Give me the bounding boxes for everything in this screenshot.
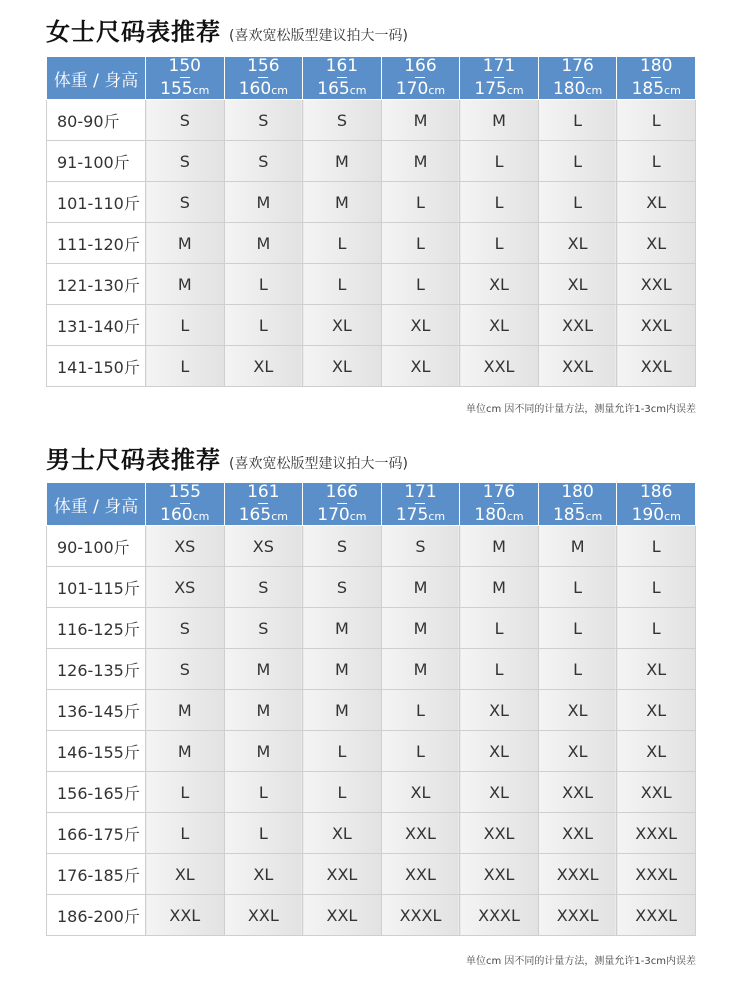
weight-range: 166-175斤 bbox=[47, 813, 146, 854]
height-unit: cm bbox=[585, 84, 603, 97]
size-cell: M bbox=[381, 100, 460, 141]
weight-range: 91-100斤 bbox=[47, 141, 146, 182]
height-max-value: 160 bbox=[238, 79, 272, 99]
size-cell: M bbox=[146, 264, 225, 305]
height-max bbox=[553, 504, 602, 524]
size-cell: M bbox=[460, 567, 539, 608]
height-min: 180 bbox=[561, 482, 594, 502]
height-max-value: 175 bbox=[395, 505, 429, 525]
height-unit: cm bbox=[349, 84, 367, 97]
height-max bbox=[632, 78, 681, 98]
height-max-value: 165 bbox=[238, 505, 272, 525]
size-cell: XXXL bbox=[538, 854, 617, 895]
size-cell: XXL bbox=[617, 346, 696, 387]
height-range bbox=[382, 58, 460, 98]
size-cell: L bbox=[538, 100, 617, 141]
height-range-header bbox=[617, 483, 696, 526]
table-row bbox=[47, 264, 696, 305]
height-range bbox=[460, 58, 538, 98]
size-cell: L bbox=[381, 690, 460, 731]
size-cell: L bbox=[460, 182, 539, 223]
size-cell: XXXL bbox=[617, 854, 696, 895]
size-cell: L bbox=[303, 223, 382, 264]
size-cell: XXL bbox=[538, 346, 617, 387]
size-cell: S bbox=[381, 526, 460, 567]
height-unit: cm bbox=[349, 510, 367, 523]
height-max-value: 190 bbox=[631, 505, 665, 525]
height-min: 150 bbox=[168, 56, 201, 76]
height-max bbox=[474, 504, 523, 524]
weight-range: 90-100斤 bbox=[47, 526, 146, 567]
size-cell: XL bbox=[617, 182, 696, 223]
size-cell: L bbox=[224, 772, 303, 813]
weight-range: 126-135斤 bbox=[47, 649, 146, 690]
height-min: 171 bbox=[482, 56, 516, 76]
weight-range: 111-120斤 bbox=[47, 223, 146, 264]
size-cell: XXL bbox=[381, 813, 460, 854]
height-max-value: 160 bbox=[160, 505, 193, 525]
size-cell: XL bbox=[460, 305, 539, 346]
size-cell: S bbox=[224, 608, 303, 649]
weight-range: 80-90斤 bbox=[47, 100, 146, 141]
men-header-row bbox=[47, 483, 696, 526]
size-cell: L bbox=[460, 649, 539, 690]
height-min: 161 bbox=[325, 56, 359, 76]
weight-range: 116-125斤 bbox=[47, 608, 146, 649]
size-cell: XL bbox=[617, 731, 696, 772]
height-range-header bbox=[381, 483, 460, 526]
size-cell: L bbox=[460, 223, 539, 264]
size-cell: S bbox=[146, 608, 225, 649]
size-cell: M bbox=[224, 649, 303, 690]
height-min: 166 bbox=[404, 56, 437, 76]
weight-range: 136-145斤 bbox=[47, 690, 146, 731]
size-cell: XL bbox=[303, 813, 382, 854]
size-cell: S bbox=[146, 649, 225, 690]
size-cell: L bbox=[538, 608, 617, 649]
height-max bbox=[474, 78, 523, 98]
size-cell: L bbox=[146, 305, 225, 346]
weight-range: 186-200斤 bbox=[47, 895, 146, 936]
men-size-section bbox=[46, 440, 696, 994]
size-cell: XXL bbox=[303, 854, 382, 895]
table-row bbox=[47, 690, 696, 731]
size-cell: M bbox=[460, 526, 539, 567]
size-cell: L bbox=[538, 141, 617, 182]
size-cell: S bbox=[224, 100, 303, 141]
size-cell: M bbox=[224, 731, 303, 772]
height-max-value: 165 bbox=[317, 79, 350, 99]
size-cell: M bbox=[381, 567, 460, 608]
size-cell: L bbox=[617, 100, 696, 141]
size-cell: L bbox=[538, 182, 617, 223]
size-cell: S bbox=[303, 100, 382, 141]
height-unit: cm bbox=[585, 510, 603, 523]
size-cell: XL bbox=[381, 346, 460, 387]
size-cell: L bbox=[146, 772, 225, 813]
size-cell: L bbox=[381, 264, 460, 305]
table-row bbox=[47, 346, 696, 387]
height-unit: cm bbox=[192, 84, 210, 97]
height-min: 155 bbox=[168, 482, 201, 502]
size-cell: L bbox=[224, 305, 303, 346]
size-cell: L bbox=[617, 567, 696, 608]
table-row bbox=[47, 100, 696, 141]
women-size-table bbox=[46, 56, 696, 387]
size-cell: M bbox=[146, 223, 225, 264]
height-range bbox=[303, 58, 381, 98]
size-cell: M bbox=[146, 690, 225, 731]
weight-range: 101-110斤 bbox=[47, 182, 146, 223]
size-cell: M bbox=[224, 690, 303, 731]
size-cell: M bbox=[303, 608, 382, 649]
height-range-header bbox=[303, 57, 382, 100]
size-cell: XL bbox=[146, 854, 225, 895]
weight-range: 176-185斤 bbox=[47, 854, 146, 895]
table-row bbox=[47, 223, 696, 264]
table-row bbox=[47, 526, 696, 567]
size-cell: XXL bbox=[617, 264, 696, 305]
height-unit: cm bbox=[192, 510, 210, 523]
size-cell: S bbox=[303, 526, 382, 567]
size-cell: M bbox=[303, 141, 382, 182]
women-size-section bbox=[46, 0, 696, 440]
table-row bbox=[47, 182, 696, 223]
size-cell: XL bbox=[538, 731, 617, 772]
size-cell: L bbox=[617, 526, 696, 567]
size-cell: XL bbox=[538, 690, 617, 731]
height-range-header bbox=[146, 483, 225, 526]
height-min: 180 bbox=[639, 56, 673, 76]
height-max bbox=[396, 504, 445, 524]
table-row bbox=[47, 649, 696, 690]
height-max bbox=[239, 504, 288, 524]
height-min: 166 bbox=[325, 482, 359, 502]
men-unit-note: 单位cm 因不同的计量方法，测量允许1-3cm内误差 bbox=[466, 956, 696, 967]
size-cell: XL bbox=[617, 690, 696, 731]
size-cell: XL bbox=[460, 264, 539, 305]
table-row bbox=[47, 895, 696, 936]
size-cell: M bbox=[381, 608, 460, 649]
size-cell: XS bbox=[224, 526, 303, 567]
table-row bbox=[47, 608, 696, 649]
size-cell: M bbox=[303, 182, 382, 223]
size-cell: XXXL bbox=[460, 895, 539, 936]
size-cell: XL bbox=[224, 854, 303, 895]
size-cell: L bbox=[538, 649, 617, 690]
height-max-value: 180 bbox=[552, 79, 586, 99]
height-range bbox=[617, 484, 695, 524]
height-min: 176 bbox=[561, 56, 594, 76]
height-unit: cm bbox=[428, 510, 446, 523]
height-range-header bbox=[538, 57, 617, 100]
men-title: 男士尺码表推荐 bbox=[46, 446, 221, 474]
size-cell: XXXL bbox=[617, 813, 696, 854]
height-max bbox=[239, 78, 288, 98]
size-cell: XL bbox=[460, 731, 539, 772]
table-row bbox=[47, 813, 696, 854]
women-unit-note: 单位cm 因不同的计量方法，测量允许1-3cm内误差 bbox=[466, 404, 696, 415]
height-range bbox=[539, 484, 617, 524]
men-subtitle: (喜欢宽松版型建议拍大一码) bbox=[229, 456, 408, 472]
weight-range: 141-150斤 bbox=[47, 346, 146, 387]
height-max-value: 185 bbox=[552, 505, 586, 525]
height-max bbox=[396, 78, 445, 98]
women-header-row bbox=[47, 57, 696, 100]
height-max bbox=[553, 78, 602, 98]
size-cell: L bbox=[460, 608, 539, 649]
weight-range: 156-165斤 bbox=[47, 772, 146, 813]
table-row bbox=[47, 305, 696, 346]
size-cell: XL bbox=[617, 649, 696, 690]
height-range bbox=[146, 58, 224, 98]
table-row bbox=[47, 141, 696, 182]
size-cell: L bbox=[381, 223, 460, 264]
size-cell: XS bbox=[146, 567, 225, 608]
women-title: 女士尺码表推荐 bbox=[46, 18, 221, 46]
height-max-value: 175 bbox=[474, 79, 507, 99]
size-cell: XXL bbox=[224, 895, 303, 936]
weight-range: 131-140斤 bbox=[47, 305, 146, 346]
size-cell: L bbox=[146, 813, 225, 854]
height-max-value: 170 bbox=[395, 79, 429, 99]
size-cell: XXL bbox=[617, 772, 696, 813]
height-range-header bbox=[460, 483, 539, 526]
height-range-header bbox=[460, 57, 539, 100]
size-cell: S bbox=[224, 141, 303, 182]
height-max bbox=[317, 78, 366, 98]
table-row bbox=[47, 731, 696, 772]
size-cell: S bbox=[146, 100, 225, 141]
height-min: 171 bbox=[404, 482, 437, 502]
height-unit: cm bbox=[428, 84, 446, 97]
size-cell: XXL bbox=[303, 895, 382, 936]
size-cell: L bbox=[224, 813, 303, 854]
weight-range: 121-130斤 bbox=[47, 264, 146, 305]
size-cell: L bbox=[381, 731, 460, 772]
size-cell: XXL bbox=[146, 895, 225, 936]
size-cell: L bbox=[538, 567, 617, 608]
height-unit: cm bbox=[506, 510, 524, 523]
height-unit: cm bbox=[506, 84, 524, 97]
height-max-value: 170 bbox=[317, 505, 350, 525]
size-cell: L bbox=[303, 772, 382, 813]
size-cell: XL bbox=[538, 223, 617, 264]
size-cell: XL bbox=[303, 346, 382, 387]
table-row bbox=[47, 854, 696, 895]
size-cell: M bbox=[303, 690, 382, 731]
size-cell: XXL bbox=[538, 772, 617, 813]
height-max bbox=[160, 504, 209, 524]
height-range bbox=[225, 58, 303, 98]
height-max bbox=[632, 504, 681, 524]
height-min: 161 bbox=[247, 482, 280, 502]
height-min: 186 bbox=[639, 482, 673, 502]
size-cell: L bbox=[617, 608, 696, 649]
height-range-header bbox=[224, 57, 303, 100]
height-unit: cm bbox=[271, 510, 288, 523]
size-cell: S bbox=[146, 141, 225, 182]
size-cell: XS bbox=[146, 526, 225, 567]
size-cell: XL bbox=[460, 690, 539, 731]
height-range-header bbox=[146, 57, 225, 100]
height-range bbox=[617, 58, 695, 98]
size-cell: XXL bbox=[460, 813, 539, 854]
height-max bbox=[317, 504, 366, 524]
size-cell: XXXL bbox=[381, 895, 460, 936]
height-unit: cm bbox=[664, 510, 681, 523]
table-row bbox=[47, 567, 696, 608]
women-title-row bbox=[46, 12, 408, 52]
height-range-header bbox=[381, 57, 460, 100]
size-cell: XXXL bbox=[617, 895, 696, 936]
height-max-value: 180 bbox=[474, 505, 507, 525]
height-range bbox=[460, 484, 538, 524]
size-cell: S bbox=[146, 182, 225, 223]
height-range bbox=[225, 484, 303, 524]
size-cell: M bbox=[381, 649, 460, 690]
size-cell: S bbox=[224, 567, 303, 608]
size-cell: L bbox=[303, 264, 382, 305]
size-cell: XL bbox=[381, 772, 460, 813]
height-min: 156 bbox=[247, 56, 280, 76]
women-subtitle: (喜欢宽松版型建议拍大一码) bbox=[229, 28, 408, 44]
size-cell: L bbox=[224, 264, 303, 305]
size-cell: XL bbox=[224, 346, 303, 387]
table-row bbox=[47, 772, 696, 813]
size-cell: M bbox=[381, 141, 460, 182]
weight-range: 101-115斤 bbox=[47, 567, 146, 608]
size-cell: XL bbox=[303, 305, 382, 346]
size-cell: XL bbox=[538, 264, 617, 305]
weight-range: 146-155斤 bbox=[47, 731, 146, 772]
height-range bbox=[303, 484, 381, 524]
size-cell: XXL bbox=[381, 854, 460, 895]
size-cell: XL bbox=[617, 223, 696, 264]
size-cell: L bbox=[146, 346, 225, 387]
height-range bbox=[146, 484, 224, 524]
corner-label: 体重 / 身高 bbox=[47, 483, 146, 526]
size-cell: L bbox=[381, 182, 460, 223]
height-unit: cm bbox=[664, 84, 681, 97]
size-cell: L bbox=[460, 141, 539, 182]
size-cell: M bbox=[538, 526, 617, 567]
height-range bbox=[382, 484, 460, 524]
height-max-value: 155 bbox=[160, 79, 193, 99]
corner-label: 体重 / 身高 bbox=[47, 57, 146, 100]
height-max-value: 185 bbox=[631, 79, 665, 99]
size-cell: XXL bbox=[538, 813, 617, 854]
size-cell: XXL bbox=[538, 305, 617, 346]
size-cell: M bbox=[460, 100, 539, 141]
height-range-header bbox=[617, 57, 696, 100]
men-size-table bbox=[46, 482, 696, 936]
height-unit: cm bbox=[271, 84, 288, 97]
size-cell: XXL bbox=[460, 854, 539, 895]
size-cell: L bbox=[617, 141, 696, 182]
size-cell: XL bbox=[381, 305, 460, 346]
height-range-header bbox=[538, 483, 617, 526]
men-title-row bbox=[46, 440, 408, 480]
size-cell: L bbox=[303, 731, 382, 772]
size-cell: M bbox=[146, 731, 225, 772]
size-cell: XXL bbox=[460, 346, 539, 387]
size-cell: M bbox=[224, 182, 303, 223]
size-cell: XL bbox=[460, 772, 539, 813]
size-cell: M bbox=[303, 649, 382, 690]
height-min: 176 bbox=[482, 482, 516, 502]
height-range-header bbox=[303, 483, 382, 526]
size-cell: XXXL bbox=[538, 895, 617, 936]
height-max bbox=[160, 78, 209, 98]
size-cell: M bbox=[224, 223, 303, 264]
height-range-header bbox=[224, 483, 303, 526]
size-cell: S bbox=[303, 567, 382, 608]
size-cell: XXL bbox=[617, 305, 696, 346]
height-range bbox=[539, 58, 617, 98]
